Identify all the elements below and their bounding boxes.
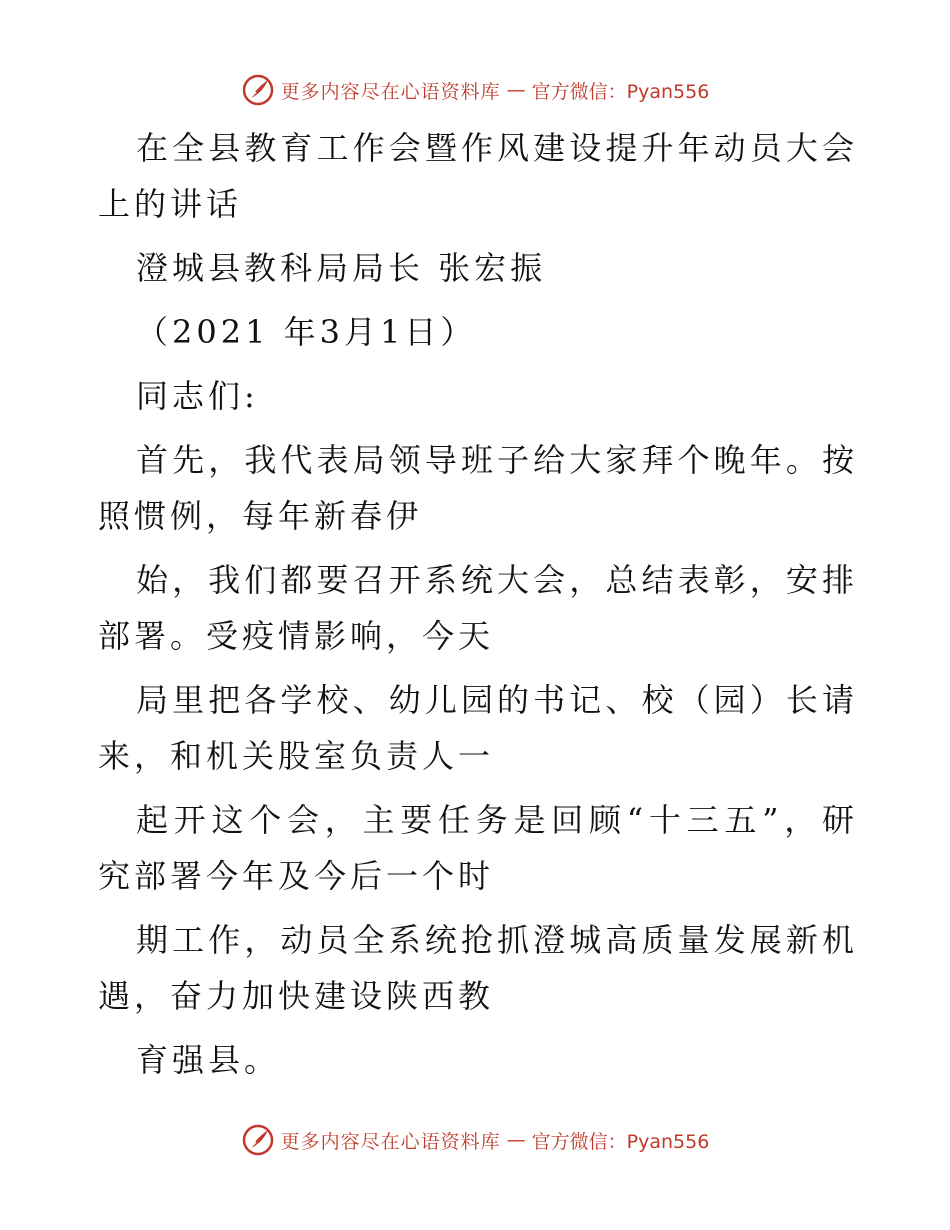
watermark-separator: — (506, 79, 526, 101)
salutation: 同志们: (136, 377, 259, 415)
body-paragraph: 育强县。 (136, 1041, 281, 1079)
body-paragraph: 期工作，动员全系统抢抓澄城高质量发展新机遇，奋力加快建设陕西教 (98, 921, 858, 1015)
watermark-separator: — (506, 1129, 526, 1151)
watermark-contact: 官方微信：Pyan556 (531, 1130, 710, 1153)
watermark-brand: 更多内容尽在心语资料库 (280, 1130, 501, 1153)
body-paragraph: 始，我们都要召开系统大会，总结表彰，安排部署。受疫情影响，今天 (98, 561, 858, 655)
feather-logo-icon (241, 1123, 275, 1157)
body-paragraph: 起开这个会，主要任务是回顾“十三五”，研究部署今年及今后一个时 (98, 801, 858, 895)
speaker-line: 澄城县教科局局长 张宏振 (136, 249, 547, 287)
body-paragraph: 首先，我代表局领导班子给大家拜个晚年。按照惯例，每年新春伊 (98, 441, 858, 535)
watermark-contact: 官方微信：Pyan556 (531, 80, 710, 103)
footer-watermark (0, 1120, 950, 1160)
speech-date: （2021 年3月1日） (136, 313, 477, 351)
document-body (98, 120, 858, 1096)
watermark-brand: 更多内容尽在心语资料库 (280, 80, 501, 103)
header-watermark (0, 70, 950, 110)
speech-title: 在全县教育工作会暨作风建设提升年动员大会上的讲话 (98, 129, 858, 223)
feather-logo-icon (241, 73, 275, 107)
body-paragraph: 局里把各学校、幼儿园的书记、校（园）长请来，和机关股室负责人一 (98, 681, 858, 775)
